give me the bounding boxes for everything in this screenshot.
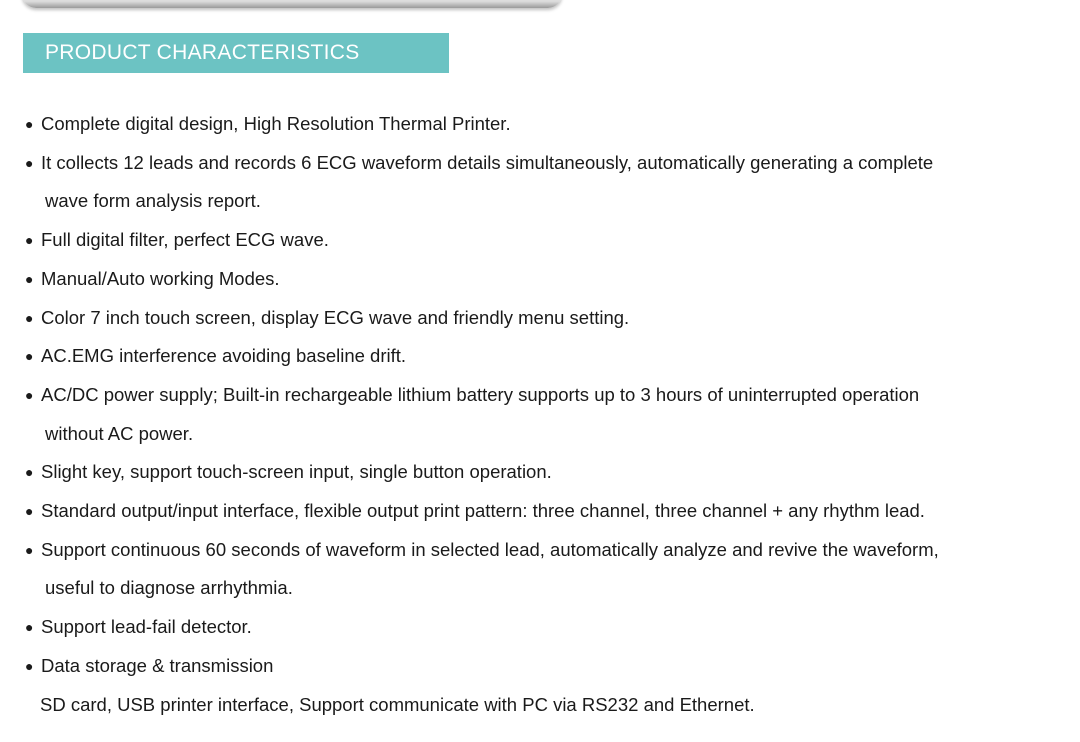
feature-text: Slight key, support touch-screen input, single button operation. <box>41 461 552 483</box>
device-image-edge <box>22 0 562 8</box>
feature-item <box>24 260 1064 299</box>
feature-text: Data storage & transmission <box>41 654 274 676</box>
feature-text-continued: without AC power. <box>45 422 194 444</box>
bullet-icon: ● <box>25 232 34 249</box>
storage-details: SD card, USB printer interface, Support communicate with PC via RS232 and Ethernet. <box>40 693 755 715</box>
feature-text: AC/DC power supply; Built-in rechargeable lithium battery supports up to 3 hours of uninterrupted operation <box>41 383 920 405</box>
feature-text: Support lead-fail detector. <box>41 616 252 638</box>
feature-text: Full digital filter, perfect ECG wave. <box>41 229 329 251</box>
bullet-icon: ● <box>25 309 34 326</box>
feature-text: Color 7 inch touch screen, display ECG wave and friendly menu setting. <box>41 306 630 328</box>
section-title: PRODUCT CHARACTERISTICS <box>45 41 360 64</box>
bullet-icon: ● <box>25 116 34 132</box>
bullet-icon: ● <box>25 503 34 520</box>
feature-text: Standard output/input interface, flexible output print pattern: three channel, three channel + any rhythm lead. <box>41 500 925 522</box>
feature-item <box>24 647 1064 686</box>
feature-item <box>24 453 1064 492</box>
bullet-icon: ● <box>25 657 34 674</box>
bullet-icon: ● <box>25 541 34 558</box>
bullet-icon: ● <box>25 270 34 287</box>
feature-item <box>24 337 1064 376</box>
feature-text: Support continuous 60 seconds of waveform in selected lead, automatically analyze and revive the waveform, <box>41 538 939 560</box>
feature-text: Manual/Auto working Modes. <box>41 267 280 289</box>
feature-text: AC.EMG interference avoiding baseline drift. <box>41 345 407 367</box>
feature-item <box>24 299 1064 338</box>
feature-item <box>24 531 1064 608</box>
feature-item <box>24 376 1064 453</box>
feature-text: Complete digital design, High Resolution Thermal Printer. <box>41 113 511 134</box>
feature-text-continued: useful to diagnose arrhythmia. <box>45 577 293 599</box>
bullet-icon: ● <box>25 154 34 171</box>
bullet-icon: ● <box>25 386 34 403</box>
feature-item <box>24 608 1064 647</box>
feature-item <box>24 492 1064 531</box>
feature-item <box>24 105 1064 144</box>
feature-list <box>24 105 1064 724</box>
bullet-icon: ● <box>25 464 34 481</box>
section-header <box>23 33 449 73</box>
feature-item <box>24 144 1064 221</box>
feature-text: It collects 12 leads and records 6 ECG waveform details simultaneously, automatically generating a complete <box>41 151 934 173</box>
feature-item <box>24 221 1064 260</box>
bullet-icon: ● <box>25 348 34 365</box>
feature-text-continued: wave form analysis report. <box>45 190 261 212</box>
bullet-icon: ● <box>25 619 34 636</box>
